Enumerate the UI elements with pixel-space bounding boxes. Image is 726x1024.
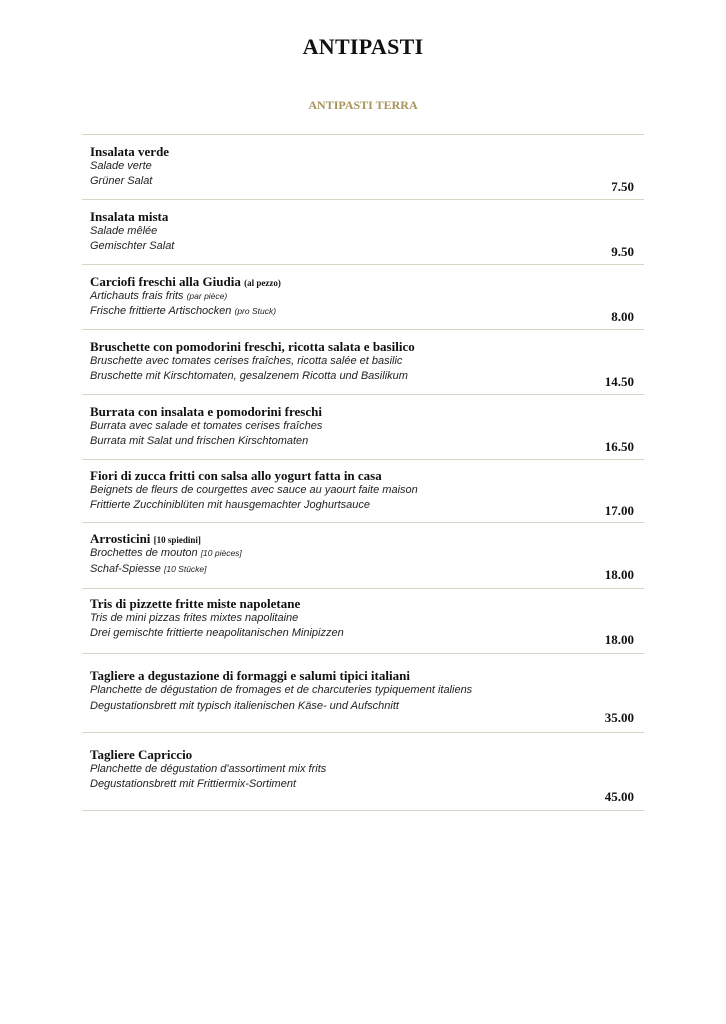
menu-item [82,460,644,523]
menu-item [82,200,644,265]
item-desc-de: Degustationsbrett mit typisch italienischen Käse- und Aufschnitt [90,700,399,712]
item-desc-fr-text: Artichauts frais frits [90,290,184,302]
item-name: Tris di pizzette fritte miste napoletane [90,596,301,611]
item-desc-de: Burrata mit Salat und frischen Kirschtomaten [90,435,309,447]
item-desc-fr: Burrata avec salade et tomates cerises fraîches [90,420,323,432]
item-desc-de-text: Schaf-Spiesse [90,563,161,575]
item-desc-de-note: (pro Stuck) [234,306,277,316]
item-price: 14.50 [604,374,634,389]
item-price: 8.00 [611,309,634,324]
item-price: 17.00 [604,503,634,518]
item-name-text: Arrosticini [90,531,151,546]
item-name: Fiori di zucca fritti con salsa allo yogurt fatta in casa [90,468,382,483]
item-name: Insalata mista [90,209,169,224]
item-desc-de: Bruschette mit Kirschtomaten, gesalzenem Ricotta und Basilikum [90,370,408,382]
item-desc-de [90,305,276,317]
item-desc-de-text: Frische frittierte Artischocken [90,305,232,317]
item-name: Tagliere a degustazione di formaggi e salumi tipici italiani [90,668,410,683]
item-desc-de: Frittierte Zucchiniblüten mit hausgemachter Joghurtsauce [90,499,371,511]
menu-item [82,265,644,330]
item-name-text: Carciofi freschi alla Giudia [90,274,241,289]
item-desc-de: Gemischter Salat [90,240,175,252]
menu-item [82,733,644,811]
item-price: 18.00 [604,632,634,647]
item-desc-fr: Planchette de dégustation d'assortiment mix frits [90,763,327,775]
item-desc-de: Drei gemischte frittierte neapolitanischen Minipizzen [90,627,344,639]
menu-item [82,135,644,200]
item-name [90,274,281,290]
item-price: 9.50 [611,244,634,259]
menu-item [82,523,644,589]
item-name: Insalata verde [90,144,170,159]
item-desc-fr-note: (par pièce) [186,291,228,301]
item-desc-de-note: [10 Stücke] [164,564,207,574]
item-desc-de [90,563,207,575]
item-name-note: [10 spiedini] [153,535,201,545]
item-desc-fr: Bruschette avec tomates cerises fraîches, ricotta salée et basilic [90,355,403,367]
item-price: 45.00 [604,789,634,804]
item-desc-fr: Salade verte [90,160,152,172]
item-desc-fr: Salade mêlée [90,225,158,237]
item-price: 16.50 [604,439,634,454]
item-desc-fr [90,290,227,302]
section-title: ANTIPASTI TERRA [308,98,418,112]
item-desc-de: Grüner Salat [90,175,153,187]
item-name: Tagliere Capriccio [90,747,193,762]
menu-item [82,395,644,460]
item-price: 18.00 [604,567,634,582]
item-desc-fr: Planchette de dégustation de fromages et de charcuteries typiquement italiens [90,684,473,696]
item-name: Burrata con insalata e pomodorini freschi [90,404,322,419]
menu-item [82,654,644,733]
item-desc-fr [90,547,242,559]
menu-list [82,134,644,811]
menu-item [82,330,644,395]
page-title: ANTIPASTI [302,34,424,59]
item-name-note: (al pezzo) [244,278,281,288]
item-desc-fr: Beignets de fleurs de courgettes avec sauce au yaourt faite maison [90,484,418,496]
item-price: 7.50 [611,179,634,194]
item-name [90,531,201,547]
item-desc-de: Degustationsbrett mit Frittiermix-Sortiment [90,778,296,790]
item-name: Bruschette con pomodorini freschi, ricotta salata e basilico [90,339,415,354]
menu-item [82,589,644,654]
item-desc-fr-note: [10 pièces] [200,548,242,558]
item-desc-fr-text: Brochettes de mouton [90,547,198,559]
item-desc-fr: Tris de mini pizzas frites mixtes napolitaine [90,612,299,624]
item-price: 35.00 [604,710,634,725]
